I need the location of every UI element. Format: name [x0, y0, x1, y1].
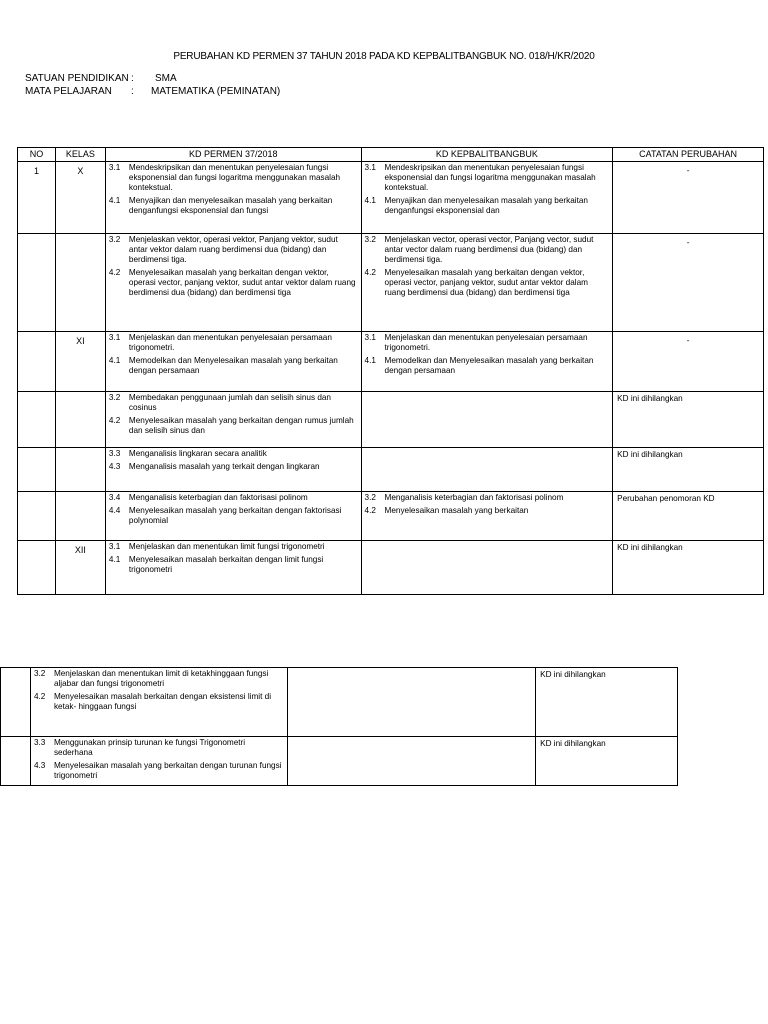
kd-number: 3.4	[108, 493, 121, 502]
kd-text: Menganalisis keterbagian dan faktorisasi polinom	[128, 493, 308, 502]
kd-number: 4.2	[33, 692, 46, 701]
kd-item	[365, 235, 610, 265]
kd-text: Menyelesaikan masalah yang berkaitan	[384, 506, 529, 515]
kd-item	[109, 462, 358, 472]
table-row	[1, 737, 678, 786]
kd-item	[109, 356, 358, 376]
kd-number: 4.3	[108, 462, 121, 471]
catatan-text: KD ini dihilangkan	[617, 543, 683, 552]
cell-catatan	[613, 234, 764, 332]
kd-text: Menjelaskan vector, operasi vector, Panjang vector, sudut antar vector dalam ruang berdimensi dua (bidang) dan berdimensi tiga.	[384, 235, 594, 264]
cell-no	[18, 332, 56, 392]
kd-text: Memodelkan dan Menyelesaikan masalah yang berkaitan dengan persamaan	[128, 356, 338, 375]
table-row	[18, 541, 764, 595]
kd-item	[109, 333, 358, 353]
kd-number: 4.2	[364, 268, 376, 277]
kd-item	[109, 416, 358, 436]
cell-kd-kepbalitbangbuk	[361, 448, 613, 492]
header-kd-kepbalitbangbuk: KD KEPBALITBANGBUK	[361, 148, 613, 162]
kd-number: 4.4	[108, 506, 121, 515]
cell-no	[18, 448, 56, 492]
cell-no	[18, 392, 56, 448]
kd-number: 3.1	[108, 163, 121, 172]
cell-catatan	[613, 392, 764, 448]
cell-kd-kepbalitbangbuk	[361, 162, 613, 234]
satuan-value: SMA	[155, 73, 177, 84]
cell-catatan	[536, 668, 678, 737]
kd-item	[109, 449, 358, 459]
cell-catatan	[613, 162, 764, 234]
cell-catatan	[613, 448, 764, 492]
kd-text: Menyelesaikan masalah berkaitan dengan eksistensi limit di ketak- hinggaan fungsi	[53, 692, 272, 711]
kd-item	[34, 761, 284, 781]
kd-number: 4.3	[33, 761, 46, 770]
satuan-separator: :	[131, 73, 134, 84]
cell-no	[18, 492, 56, 541]
kd-number: 3.2	[364, 235, 376, 244]
table-row	[18, 234, 764, 332]
kd-number: 3.1	[364, 333, 376, 342]
table-header-row	[18, 148, 764, 162]
kd-item	[365, 196, 610, 216]
table-row	[1, 668, 678, 737]
cell-kd-kepbalitbangbuk	[361, 541, 613, 595]
cell-kd-kepbalitbangbuk	[361, 234, 613, 332]
cell-kelas: XII	[55, 541, 105, 595]
cell-kd-permen	[105, 234, 361, 332]
kd-text: Mendeskripsikan dan menentukan penyelesaian fungsi eksponensial dan fungsi logaritma menggunakan masalah kontekstual.	[384, 163, 596, 192]
kd-number: 4.1	[108, 555, 121, 564]
table-row	[18, 392, 764, 448]
kd-text: Menyelesaikan masalah yang berkaitan dengan turunan fungsi trigonometri	[53, 761, 282, 780]
catatan-text: -	[686, 336, 690, 345]
kd-number: 3.3	[33, 738, 46, 747]
cell-kd-permen	[30, 737, 287, 786]
catatan-text: KD ini dihilangkan	[617, 394, 683, 403]
catatan-text: Perubahan penomoran KD	[617, 494, 715, 503]
kd-item	[109, 196, 358, 216]
kd-item	[365, 268, 610, 298]
cell-kelas	[55, 392, 105, 448]
kd-text: Menjelaskan dan menentukan limit di ketakhinggaan fungsi aljabar dan fungsi trigonometri	[53, 669, 269, 688]
table-row	[18, 162, 764, 234]
kd-number: 3.2	[108, 393, 121, 402]
cell-kelas	[55, 448, 105, 492]
kd-text: Mendeskripsikan dan menentukan penyelesaian fungsi eksponensial dan fungsi logaritma menggunakan masalah kontekstual.	[128, 163, 341, 192]
kd-text: Menjelaskan vektor, operasi vektor, Panjang vektor, sudut antar vektor dalam ruang berdimensi dua (bidang) dan berdimensi tiga.	[128, 235, 338, 264]
kd-item	[109, 163, 358, 193]
mapel-separator: :	[131, 86, 134, 97]
cell-no	[18, 541, 56, 595]
kd-text: Memodelkan dan Menyelesaikan masalah yang berkaitan dengan persamaan	[384, 356, 594, 375]
kd-comparison-table-continued	[0, 667, 678, 786]
header-kelas: KELAS	[55, 148, 105, 162]
cell-kd-kepbalitbangbuk	[361, 332, 613, 392]
cell-catatan	[613, 492, 764, 541]
cell-kd-kepbalitbangbuk	[361, 492, 613, 541]
kd-number: 3.1	[108, 542, 121, 551]
kd-text: Menyelesaikan masalah berkaitan dengan limit fungsi trigonometri	[128, 555, 324, 574]
cell-catatan	[613, 332, 764, 392]
kd-number: 4.2	[108, 416, 121, 425]
kd-number: 3.1	[364, 163, 376, 172]
kd-number: 3.3	[108, 449, 121, 458]
cell-kelas	[55, 492, 105, 541]
kd-item	[34, 669, 284, 689]
kd-item	[365, 506, 610, 516]
kd-item	[34, 738, 284, 758]
header-no: NO	[18, 148, 56, 162]
kd-text: Menyelesaikan masalah yang berkaitan dengan vektor, operasi vector, panjang vektor, sudut antar vektor dalam ruang berdimensi dua (bidang) dan berdimensi tiga	[384, 268, 588, 297]
kd-text: Menjelaskan dan menentukan penyelesaian persamaan trigonometri.	[384, 333, 588, 352]
cell-kd-permen	[105, 448, 361, 492]
cell-catatan	[613, 541, 764, 595]
mapel-value: MATEMATIKA (PEMINATAN)	[151, 86, 281, 97]
kd-number: 4.2	[108, 268, 121, 277]
cell-kelas	[55, 234, 105, 332]
kd-number: 3.1	[108, 333, 121, 342]
cell-kd-permen	[105, 541, 361, 595]
kd-item	[109, 393, 358, 413]
cell-kd-permen	[105, 162, 361, 234]
kd-text: Menyelesaikan masalah yang berkaitan dengan vektor, operasi vector, panjang vektor, sudut antar vektor dalam ruang berdimensi dua (bidang) dan berdimensi tiga	[128, 268, 356, 297]
kd-item	[109, 235, 358, 265]
kd-text: Menganalisis keterbagian dan faktorisasi polinom	[384, 493, 564, 502]
kd-number: 4.2	[364, 506, 376, 515]
table-row	[18, 492, 764, 541]
mapel-label: MATA PELAJARAN	[25, 86, 112, 97]
kd-text: Menjelaskan dan menentukan penyelesaian persamaan trigonometri.	[128, 333, 332, 352]
cell-no	[18, 234, 56, 332]
kd-item	[34, 692, 284, 712]
kd-item	[365, 356, 610, 376]
table-row	[18, 332, 764, 392]
kd-text: Menganalisis lingkaran secara analitik	[128, 449, 267, 458]
kd-number: 4.1	[108, 196, 121, 205]
kd-text: Menggunakan prinsip turunan ke fungsi Trigonometri sederhana	[53, 738, 246, 757]
cell-kd-permen	[105, 492, 361, 541]
document-title: PERUBAHAN KD PERMEN 37 TAHUN 2018 PADA KD KEPBALITBANGBUK NO. 018/H/KR/2020	[173, 51, 595, 62]
cell-kelas: X	[55, 162, 105, 234]
catatan-text: KD ini dihilangkan	[617, 450, 683, 459]
catatan-text: -	[686, 238, 690, 247]
cell-kd-kepbalitbangbuk	[287, 737, 536, 786]
kd-text: Menyelesaikan masalah yang berkaitan dengan rumus jumlah dan selisih sinus dan	[128, 416, 354, 435]
header-catatan: CATATAN PERUBAHAN	[613, 148, 764, 162]
cell-kd-kepbalitbangbuk	[287, 668, 536, 737]
catatan-text: KD ini dihilangkan	[540, 670, 606, 679]
kd-item	[109, 268, 358, 298]
satuan-label: SATUAN PENDIDIKAN	[25, 73, 129, 84]
cell-kd-kepbalitbangbuk	[361, 392, 613, 448]
kd-item	[109, 493, 358, 503]
catatan-text: -	[686, 166, 690, 175]
kd-item	[109, 542, 358, 552]
kd-number: 3.2	[33, 669, 46, 678]
cell-kd-permen	[30, 668, 287, 737]
satuan-pendidikan-row	[25, 73, 177, 84]
cell-kelas: XI	[55, 332, 105, 392]
cell-kd-permen	[105, 332, 361, 392]
kd-item	[109, 506, 358, 526]
kd-text: Menganalisis masalah yang terkait dengan lingkaran	[128, 462, 320, 471]
kd-number: 3.2	[364, 493, 376, 502]
kd-comparison-table	[17, 147, 764, 595]
kd-number: 4.1	[108, 356, 121, 365]
cell-no	[1, 668, 31, 737]
kd-text: Menyelesaikan masalah yang berkaitan dengan faktorisasi polynomial	[128, 506, 342, 525]
kd-text: Membedakan penggunaan jumlah dan selisih sinus dan cosinus	[128, 393, 331, 412]
kd-text: Menyajikan dan menyelesaikan masalah yang berkaitan denganfungsi eksponensial dan	[384, 196, 588, 215]
cell-no: 1	[18, 162, 56, 234]
mata-pelajaran-row	[25, 86, 280, 97]
kd-item	[365, 333, 610, 353]
catatan-text: KD ini dihilangkan	[540, 739, 606, 748]
kd-text: Menjelaskan dan menentukan limit fungsi trigonometri	[128, 542, 325, 551]
kd-item	[365, 163, 610, 193]
cell-no	[1, 737, 31, 786]
kd-item	[365, 493, 610, 503]
kd-number: 4.1	[364, 356, 376, 365]
kd-item	[109, 555, 358, 575]
table-row	[18, 448, 764, 492]
kd-text: Menyajikan dan menyelesaikan masalah yang berkaitan denganfungsi eksponensial dan fungsi	[128, 196, 333, 215]
cell-kd-permen	[105, 392, 361, 448]
cell-catatan	[536, 737, 678, 786]
header-kd-permen: KD PERMEN 37/2018	[105, 148, 361, 162]
kd-number: 3.2	[108, 235, 121, 244]
kd-number: 4.1	[364, 196, 376, 205]
